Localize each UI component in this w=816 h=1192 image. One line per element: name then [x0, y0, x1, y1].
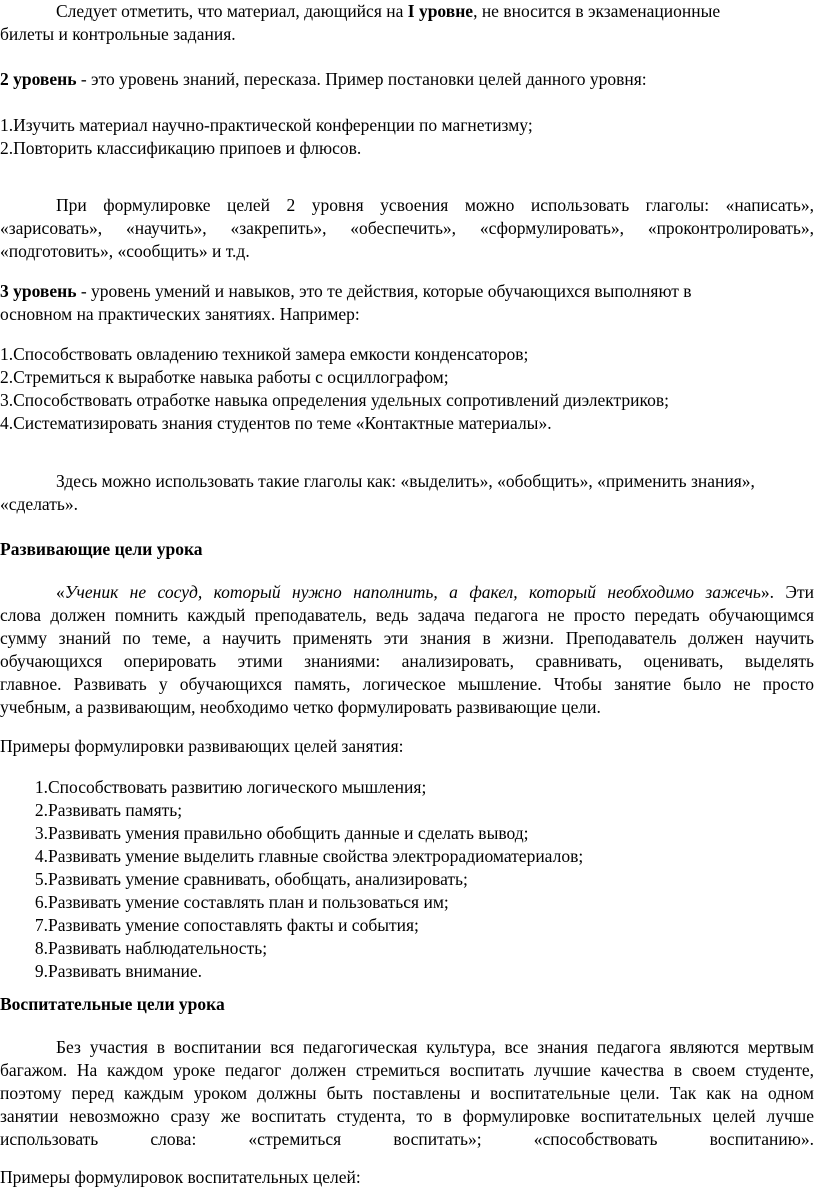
list-number: 1. [34, 777, 48, 797]
list-number: 5. [34, 869, 48, 889]
paragraph-level1-note [0, 0, 814, 46]
paragraph-developing-goals [0, 581, 814, 719]
paragraph-level3 [0, 280, 814, 326]
heading-text: Развивающие цели урока [0, 539, 203, 559]
section-heading-educational [0, 993, 814, 1016]
paragraph-line: «сделать». [0, 494, 78, 514]
list-number: 9. [34, 961, 48, 981]
list-item: 3.Способствовать отработке навыка определения удельных сопротивлений диэлектриков; [0, 390, 670, 410]
list-item [0, 937, 814, 960]
list-item: 1.Способствовать овладению техникой замера емкости конденсаторов; [0, 344, 529, 364]
section-heading-developing [0, 538, 814, 561]
paragraph-line [0, 0, 814, 23]
paragraph-line: «подготовить», «сообщить» и т.д. [0, 241, 250, 261]
paragraph-line: билеты и контрольные задания. [0, 24, 236, 44]
paragraph-line: Здесь можно использовать такие глаголы как: «выделить», «обобщить», «применить знания», [56, 471, 755, 491]
paragraph-line: основном на практических занятиях. Например: [0, 304, 360, 324]
list-item [0, 868, 814, 891]
paragraph-level2-verbs [0, 194, 814, 263]
paragraph-level2 [0, 68, 814, 91]
bold-term: I уровне [407, 1, 474, 21]
list-item: 1.Изучить материал научно-практической конференции по магнетизму; [0, 115, 533, 135]
text-run: - это уровень знаний, пересказа. Пример постановки целей данного уровня: [76, 69, 647, 89]
list-text: Развивать умение сравнивать, обобщать, анализировать; [48, 869, 468, 889]
text-run: ». Эти [760, 582, 814, 602]
list-item [0, 914, 814, 937]
list-item [0, 845, 814, 868]
paragraph-line: использовать слова: «стремиться воспитать»; «способствовать воспитанию». [0, 1129, 814, 1149]
italic-quote: Ученик не сосуд, который нужно наполнить, а факел, который необходимо зажечь [64, 582, 761, 602]
list-item [0, 799, 814, 822]
list-item: 2.Стремиться к выработке навыка работы с осциллографом; [0, 367, 449, 387]
paragraph-line: Без участия в воспитании вся педагогическая культура, все знания педагога являются мертвым [56, 1037, 814, 1057]
paragraph-line: главное. Развивать у обучающихся память, логическое мышление. Чтобы занятие было не просто [0, 674, 814, 694]
paragraph-educational-goals [0, 1036, 814, 1151]
paragraph-educational-examples-intro: Примеры формулировок воспитательных целей: [0, 1167, 361, 1187]
list-item [0, 960, 814, 983]
list-text: Способствовать развитию логического мышления; [48, 777, 427, 797]
paragraph-line [0, 581, 814, 604]
bold-term: 2 уровень [0, 69, 77, 89]
list-item [0, 891, 814, 914]
heading-text: Воспитательные цели урока [0, 994, 225, 1014]
list-text: Развивать память; [48, 800, 183, 820]
paragraph-line: багажом. На каждом уроке педагог должен стремиться воспитать лучшие качества в своем студенте, [0, 1060, 814, 1080]
list-number: 4. [34, 846, 48, 866]
level2-goals-list [0, 114, 814, 160]
paragraph-line: занятии невозможно сразу же воспитать студента, то в формулировке воспитательных целей лучше [0, 1106, 814, 1126]
list-item: 4.Систематизировать знания студентов по теме «Контактные материалы». [0, 413, 552, 433]
list-item [0, 822, 814, 845]
paragraph-line: «зарисовать», «научить», «закрепить», «обеспечить», «сформулировать», «проконтролировать», [0, 218, 814, 238]
paragraph-line: При формулировке целей 2 уровня усвоения можно использовать глаголы: «написать», [56, 195, 814, 215]
bold-term: 3 уровень [0, 281, 77, 301]
list-text: Развивать внимание. [48, 961, 202, 981]
text-run: « [56, 582, 65, 602]
list-number: 6. [34, 892, 48, 912]
list-number: 8. [34, 938, 48, 958]
list-text: Развивать умение выделить главные свойства электрорадиоматериалов; [48, 846, 584, 866]
level3-goals-list [0, 343, 814, 435]
paragraph-level3-verbs [0, 470, 814, 516]
list-item: 2.Повторить классификацию припоев и флюсов. [0, 138, 362, 158]
list-text: Развивать умение сопоставлять факты и события; [48, 915, 419, 935]
list-number: 3. [34, 823, 48, 843]
list-number: 7. [34, 915, 48, 935]
developing-goals-list [0, 776, 814, 983]
paragraph-line: поэтому перед каждым уроком должны быть поставлены и воспитательные цели. Так как на одном [0, 1083, 814, 1103]
list-text: Развивать наблюдательность; [48, 938, 268, 958]
list-text: Развивать умения правильно обобщить данные и сделать вывод; [48, 823, 529, 843]
list-item [0, 776, 814, 799]
paragraph-line: обучающихся оперировать этими знаниями: анализировать, сравнивать, оценивать, выделять [0, 651, 814, 671]
paragraph-developing-examples-intro: Примеры формулировки развивающих целей занятия: [0, 736, 404, 756]
text-run: - уровень умений и навыков, это те действия, которые обучающихся выполняют в [76, 281, 692, 301]
list-number: 2. [34, 800, 48, 820]
text-run: , не вносится в экзаменационные [473, 1, 721, 21]
paragraph-line: учебным, а развивающим, необходимо четко формулировать развивающие цели. [0, 697, 601, 717]
list-text: Развивать умение составлять план и пользоваться им; [48, 892, 449, 912]
paragraph-line: сумму знаний по теме, а научить применять эти знания в жизни. Преподаватель должен научить [0, 628, 814, 648]
text-run: Следует отметить, что материал, дающийся на [56, 1, 408, 21]
paragraph-line: слова должен помнить каждый преподаватель, ведь задача педагога не просто передать обучающимся [0, 605, 814, 625]
